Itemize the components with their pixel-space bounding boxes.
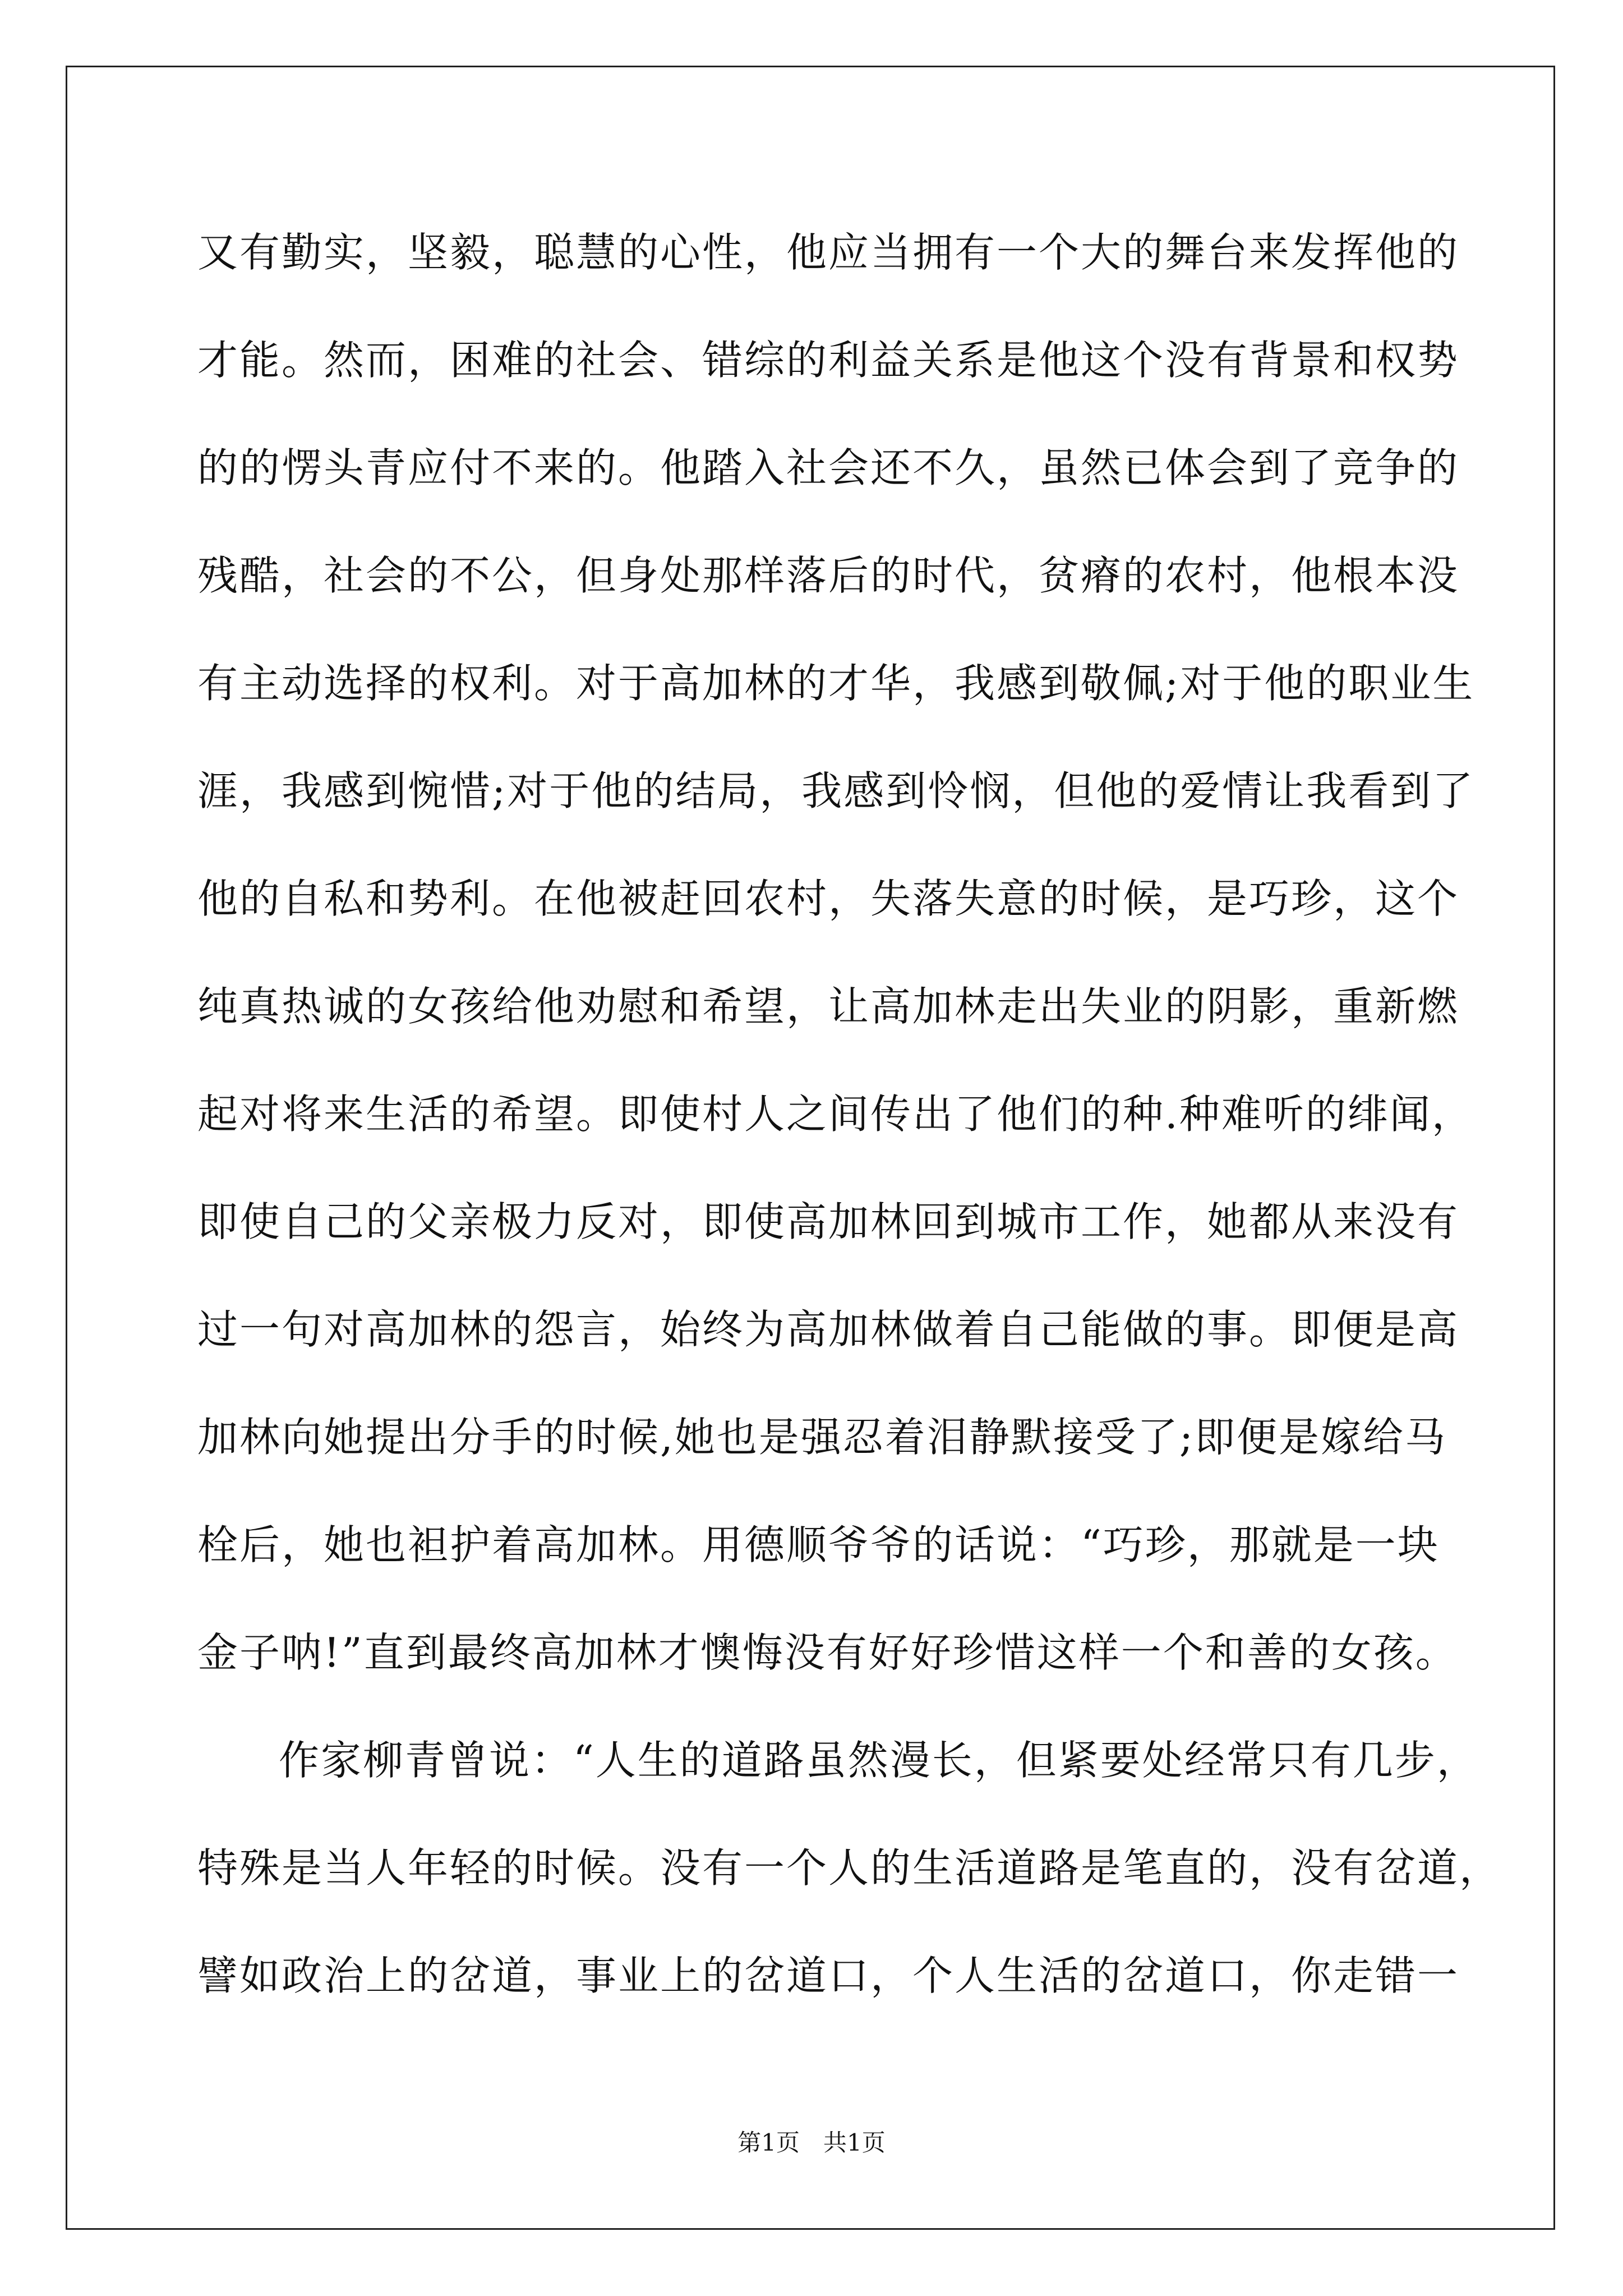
text-line: 金子呐!”直到最终高加林才懊悔没有好好珍惜这样一个和善的女孩。 — [197, 1629, 1458, 1676]
text-line: 有主动选择的权利。对于高加林的才华，我感到敬佩;对于他的职业生 — [197, 660, 1475, 707]
text-line: 涯，我感到惋惜;对于他的结局，我感到怜悯，但他的爱情让我看到了 — [197, 767, 1475, 815]
text-line: 加林向她提出分手的时候,她也是强忍着泪静默接受了;即便是嫁给马 — [197, 1414, 1447, 1461]
text-line: 他的自私和势利。在他被赶回农村，失落失意的时候，是巧珍，这个 — [197, 875, 1460, 922]
text-line: 的的愣头青应付不来的。他踏入社会还不久，虽然已体会到了竞争的 — [197, 444, 1460, 491]
text-line: 才能。然而，困难的社会、错综的利益关系是他这个没有背景和权势 — [197, 337, 1460, 384]
paragraph-first-line: 作家柳青曾说：“人生的道路虽然漫长，但紧要处经常只有几步， — [279, 1737, 1479, 1784]
text-line: 即使自己的父亲极力反对，即使高加林回到城市工作，她都从来没有 — [197, 1198, 1460, 1245]
page-number-footer: 第1页 共1页 — [737, 2129, 886, 2156]
text-line: 又有勤实，坚毅，聪慧的心性，他应当拥有一个大的舞台来发挥他的 — [197, 229, 1460, 276]
text-line: 栓后，她也袒护着高加林。用德顺爷爷的话说：“巧珍，那就是一块 — [197, 1521, 1440, 1568]
text-line: 纯真热诚的女孩给他劝慰和希望，让高加林走出失业的阴影，重新燃 — [197, 983, 1460, 1030]
text-line: 过一句对高加林的怨言，始终为高加林做着自己能做的事。即便是高 — [197, 1306, 1460, 1353]
text-line: 起对将来生活的希望。即使村人之间传出了他们的种.种难听的绯闻， — [197, 1091, 1474, 1138]
text-line: 譬如政治上的岔道，事业上的岔道口，个人生活的岔道口，你走错一 — [197, 1952, 1460, 1999]
text-line: 残酷，社会的不公，但身处那样落后的时代，贫瘠的农村，他根本没 — [197, 552, 1460, 599]
text-line: 特殊是当人年轻的时候。没有一个人的生活道路是笔直的，没有岔道， — [197, 1844, 1502, 1892]
